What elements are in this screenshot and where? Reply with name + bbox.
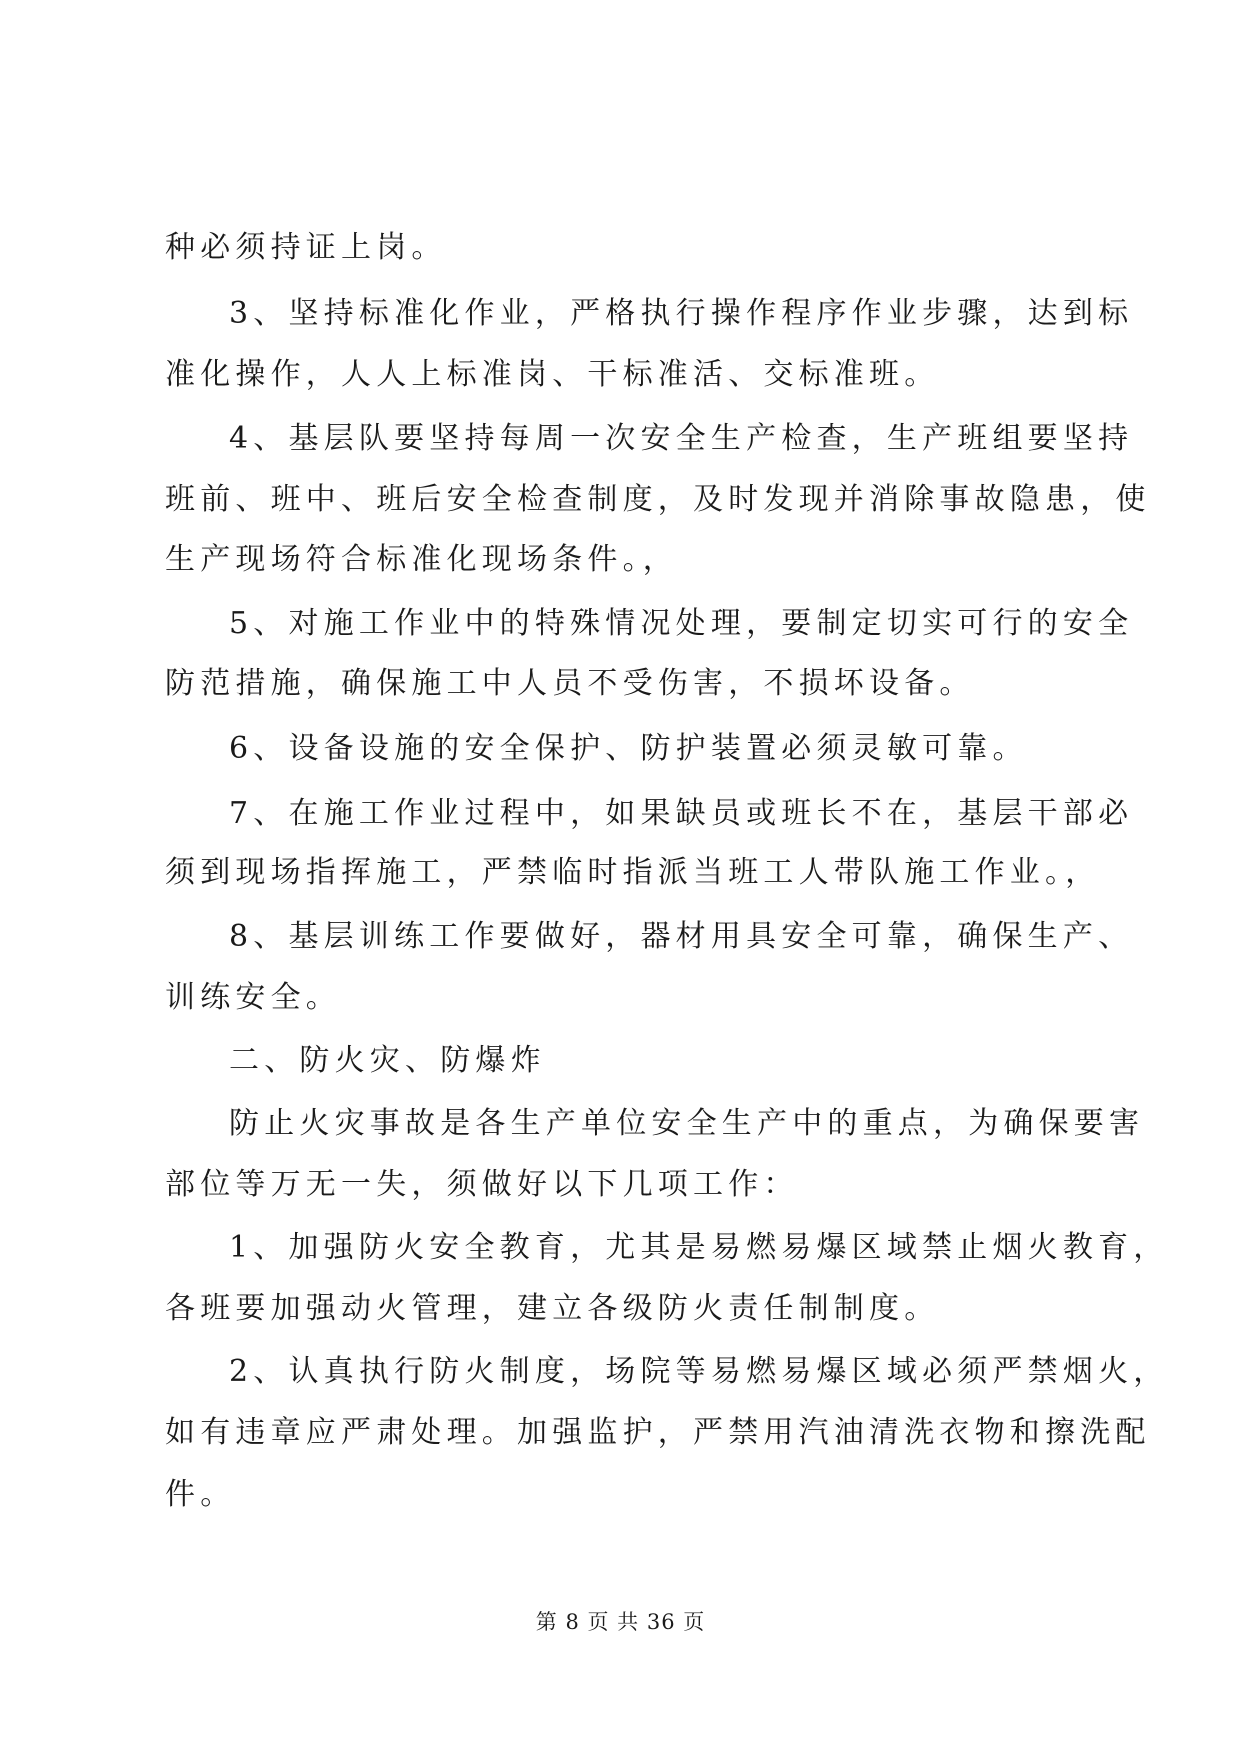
text-line: 部位等万无一失，须做好以下几项工作： [165,1167,799,1202]
section-heading: 二、防火灾、防爆炸 [229,1043,546,1078]
text-line: 须到现场指挥施工，严禁临时指派当班工人带队施工作业。， [165,855,1101,890]
text-line: 如有违章应严肃处理。加强监护，严禁用汽油清洗衣物和擦洗配 [165,1415,1151,1450]
text-line: 5、对施工作业中的特殊情况处理，要制定切实可行的安全 [229,606,1134,641]
text-line: 防范措施，确保施工中人员不受伤害，不损坏设备。 [165,666,975,701]
text-line: 3、坚持标准化作业，严格执行操作程序作业步骤，达到标 [229,296,1134,331]
text-line: 7、在施工作业过程中，如果缺员或班长不在，基层干部必 [229,796,1134,831]
text-line: 种必须持证上岗。 [165,230,447,265]
text-line: 6、设备设施的安全保护、防护装置必须灵敏可靠。 [229,731,1028,766]
page-number-footer: 第 8 页 共 36 页 [535,1610,706,1634]
text-line: 4、基层队要坚持每周一次安全生产检查，生产班组要坚持 [229,421,1134,456]
text-line: 各班要加强动火管理，建立各级防火责任制制度。 [165,1291,940,1326]
text-line: 班前、班中、班后安全检查制度，及时发现并消除事故隐患，使 [165,482,1151,517]
text-line: 防止火灾事故是各生产单位安全生产中的重点，为确保要害 [229,1106,1145,1141]
text-line: 1、加强防火安全教育，尤其是易燃易爆区域禁止烟火教育， [229,1230,1169,1265]
text-line: 准化操作，人人上标准岗、干标准活、交标准班。 [165,357,940,392]
text-line: 训练安全。 [165,980,341,1015]
text-line: 件。 [165,1477,236,1512]
text-line: 8、基层训练工作要做好，器材用具安全可靠，确保生产、 [229,919,1134,954]
text-line: 生产现场符合标准化现场条件。， [165,542,678,577]
text-line: 2、认真执行防火制度，场院等易燃易爆区域必须严禁烟火， [229,1354,1169,1389]
